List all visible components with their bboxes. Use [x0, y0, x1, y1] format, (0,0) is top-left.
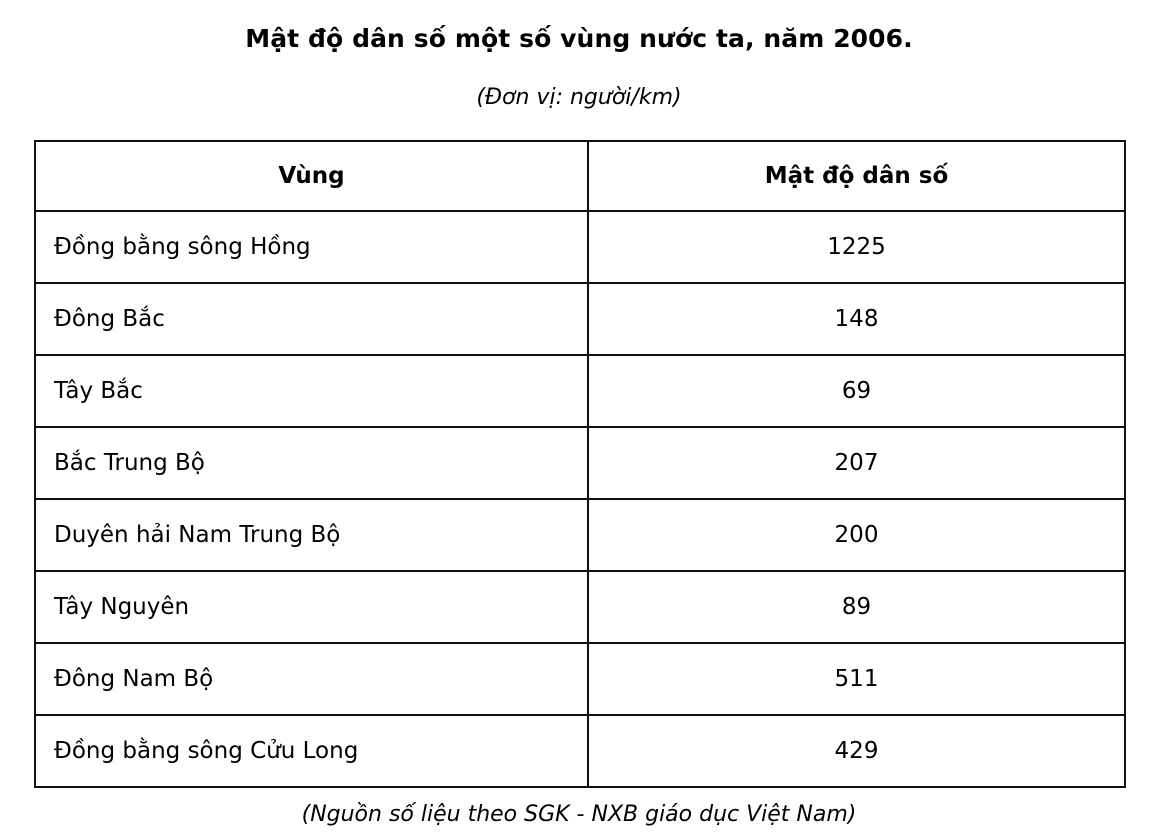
- table-row: [35, 715, 1125, 787]
- cell-region: Bắc Trung Bộ: [35, 427, 588, 499]
- source-note: (Nguồn số liệu theo SGK - NXB giáo dục Việt Nam): [301, 802, 857, 827]
- cell-region: Đồng bằng sông Hồng: [35, 211, 588, 283]
- column-header-region: Vùng: [35, 141, 588, 211]
- table-row: [35, 427, 1125, 499]
- cell-density: 429: [588, 715, 1125, 787]
- cell-density: 200: [588, 499, 1125, 571]
- table-row: [35, 283, 1125, 355]
- cell-region: Đông Bắc: [35, 283, 588, 355]
- cell-region: Duyên hải Nam Trung Bộ: [35, 499, 588, 571]
- cell-density: 89: [588, 571, 1125, 643]
- unit-note: (Đơn vị: người/km): [476, 85, 682, 110]
- cell-region: Đồng bằng sông Cửu Long: [35, 715, 588, 787]
- population-density-table: [34, 140, 1126, 788]
- table-row: [35, 211, 1125, 283]
- cell-density: 511: [588, 643, 1125, 715]
- cell-density: 1225: [588, 211, 1125, 283]
- table-header: [35, 141, 1125, 211]
- table-container: [34, 110, 1124, 788]
- column-header-density: Mật độ dân số: [588, 141, 1125, 211]
- cell-region: Đông Nam Bộ: [35, 643, 588, 715]
- cell-density: 69: [588, 355, 1125, 427]
- table-body: [35, 211, 1125, 787]
- cell-density: 207: [588, 427, 1125, 499]
- cell-region: Tây Nguyên: [35, 571, 588, 643]
- table-row: [35, 643, 1125, 715]
- cell-density: 148: [588, 283, 1125, 355]
- table-row: [35, 355, 1125, 427]
- page-title: Mật độ dân số một số vùng nước ta, năm 2006.: [245, 24, 913, 53]
- table-header-row: [35, 141, 1125, 211]
- cell-region: Tây Bắc: [35, 355, 588, 427]
- table-row: [35, 499, 1125, 571]
- table-row: [35, 571, 1125, 643]
